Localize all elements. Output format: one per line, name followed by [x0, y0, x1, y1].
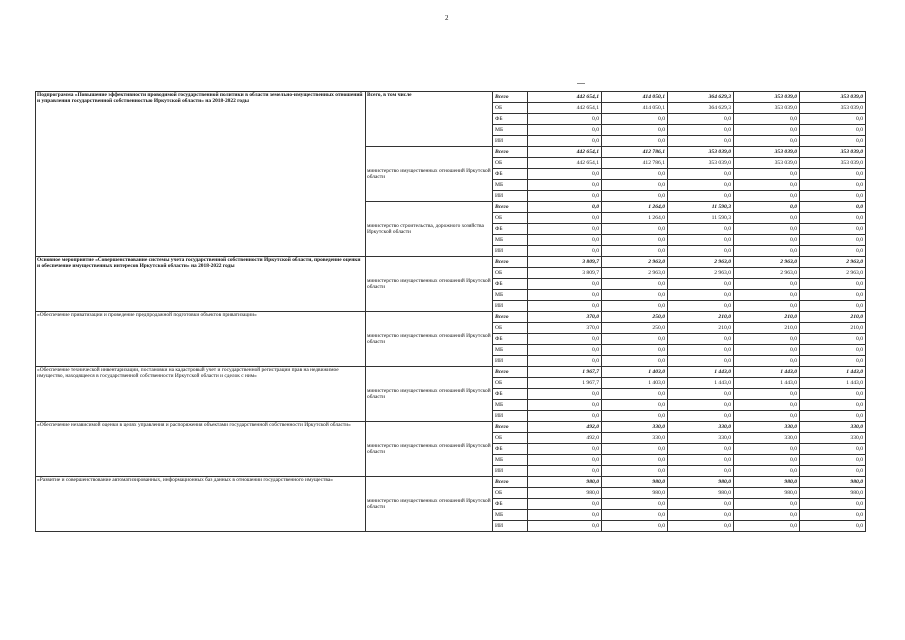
- amount-cell: 0,0: [528, 356, 602, 367]
- funding-source: ФБ: [493, 114, 528, 125]
- amount-cell: 0,0: [602, 235, 668, 246]
- amount-cell: 0,0: [800, 290, 866, 301]
- amount-cell: 0,0: [602, 136, 668, 147]
- table-row: [36, 367, 866, 378]
- amount-cell: 0,0: [734, 202, 800, 213]
- amount-cell: 980,0: [800, 477, 866, 488]
- amount-cell: 11 590,3: [668, 213, 734, 224]
- amount-cell: 0,0: [668, 279, 734, 290]
- amount-cell: 0,0: [602, 301, 668, 312]
- amount-cell: 0,0: [528, 246, 602, 257]
- amount-cell: 0,0: [602, 191, 668, 202]
- amount-cell: 353 039,0: [668, 147, 734, 158]
- amount-cell: 0,0: [602, 356, 668, 367]
- amount-cell: 980,0: [668, 477, 734, 488]
- funding-source: Всего: [493, 312, 528, 323]
- amount-cell: 0,0: [528, 169, 602, 180]
- table-row: [36, 257, 866, 268]
- amount-cell: 0,0: [734, 455, 800, 466]
- amount-cell: 0,0: [734, 411, 800, 422]
- amount-cell: 0,0: [668, 114, 734, 125]
- amount-cell: 0,0: [734, 345, 800, 356]
- funding-source: ИИ: [493, 521, 528, 532]
- amount-cell: 0,0: [668, 301, 734, 312]
- amount-cell: 0,0: [528, 499, 602, 510]
- amount-cell: 442 654,1: [528, 158, 602, 169]
- amount-cell: 0,0: [602, 510, 668, 521]
- amount-cell: 414 050,1: [602, 92, 668, 103]
- amount-cell: 0,0: [734, 213, 800, 224]
- amount-cell: 0,0: [734, 169, 800, 180]
- responsible-executor: Всего, в том числе: [366, 92, 493, 147]
- amount-cell: 0,0: [668, 389, 734, 400]
- amount-cell: 0,0: [602, 499, 668, 510]
- amount-cell: 0,0: [800, 510, 866, 521]
- funding-source: ОБ: [493, 103, 528, 114]
- amount-cell: 1 443,0: [734, 378, 800, 389]
- amount-cell: 2 963,0: [734, 268, 800, 279]
- amount-cell: 0,0: [602, 521, 668, 532]
- amount-cell: 0,0: [734, 466, 800, 477]
- amount-cell: 330,0: [668, 422, 734, 433]
- amount-cell: 0,0: [528, 180, 602, 191]
- amount-cell: 0,0: [602, 224, 668, 235]
- funding-source: МБ: [493, 125, 528, 136]
- amount-cell: 0,0: [734, 246, 800, 257]
- amount-cell: 0,0: [668, 411, 734, 422]
- funding-source: ФБ: [493, 224, 528, 235]
- amount-cell: 0,0: [800, 444, 866, 455]
- amount-cell: 0,0: [668, 246, 734, 257]
- funding-source: ОБ: [493, 488, 528, 499]
- amount-cell: 0,0: [528, 136, 602, 147]
- amount-cell: 0,0: [800, 191, 866, 202]
- amount-cell: 210,0: [734, 312, 800, 323]
- program-name: «Обеспечение технической инвентаризации, постановки на кадастровый учет и государственной регистрации прав на недвижимое имущество, находящееся в государственной собственности Иркутской области и сделок с ним»: [36, 367, 366, 422]
- amount-cell: 330,0: [800, 433, 866, 444]
- amount-cell: 0,0: [668, 510, 734, 521]
- amount-cell: 980,0: [602, 488, 668, 499]
- amount-cell: 353 039,0: [734, 103, 800, 114]
- amount-cell: 11 590,3: [668, 202, 734, 213]
- amount-cell: 0,0: [734, 114, 800, 125]
- amount-cell: 210,0: [668, 312, 734, 323]
- funding-source: Всего: [493, 92, 528, 103]
- responsible-executor: министерство имущественных отношений Иркутской области: [366, 477, 493, 532]
- amount-cell: 1 264,0: [602, 213, 668, 224]
- amount-cell: 0,0: [602, 334, 668, 345]
- amount-cell: 0,0: [734, 510, 800, 521]
- amount-cell: 0,0: [800, 521, 866, 532]
- amount-cell: 0,0: [528, 202, 602, 213]
- amount-cell: 0,0: [734, 499, 800, 510]
- amount-cell: 442 654,1: [528, 147, 602, 158]
- amount-cell: 0,0: [602, 455, 668, 466]
- funding-source: ФБ: [493, 444, 528, 455]
- funding-source: ФБ: [493, 499, 528, 510]
- amount-cell: 353 039,0: [668, 158, 734, 169]
- amount-cell: 210,0: [800, 323, 866, 334]
- table-row: [36, 312, 866, 323]
- responsible-executor: министерство имущественных отношений Иркутской области: [366, 147, 493, 202]
- amount-cell: 0,0: [668, 169, 734, 180]
- amount-cell: 980,0: [528, 477, 602, 488]
- program-name: «Обеспечение независимой оценки в целях управления и распоряжения объектами государственной собственности Иркутской области»: [36, 422, 366, 477]
- amount-cell: 3 809,7: [528, 268, 602, 279]
- program-name: Основное мероприятие «Совершенствование системы учета государственной собственности Иркутской области, проведение оценки и обеспечение имущественных интересов Иркутской области» на 2018-2022 годы: [36, 257, 366, 312]
- amount-cell: 0,0: [668, 235, 734, 246]
- funding-source: ИИ: [493, 356, 528, 367]
- amount-cell: 0,0: [800, 356, 866, 367]
- amount-cell: 364 629,3: [668, 92, 734, 103]
- amount-cell: 0,0: [800, 411, 866, 422]
- funding-source: МБ: [493, 345, 528, 356]
- program-name: «Развитие и совершенствование автоматизированных, информационных баз данных в отношении государственного имущества»: [36, 477, 366, 532]
- amount-cell: 0,0: [668, 455, 734, 466]
- amount-cell: 0,0: [734, 444, 800, 455]
- amount-cell: 330,0: [800, 422, 866, 433]
- funding-source: МБ: [493, 290, 528, 301]
- amount-cell: 353 039,0: [734, 147, 800, 158]
- amount-cell: 0,0: [800, 213, 866, 224]
- funding-source: МБ: [493, 455, 528, 466]
- amount-cell: 0,0: [602, 279, 668, 290]
- amount-cell: 0,0: [800, 400, 866, 411]
- amount-cell: 0,0: [602, 444, 668, 455]
- amount-cell: 0,0: [800, 389, 866, 400]
- program-name: «Обеспечение приватизации и проведение предпродажной подготовки объектов приватизации»: [36, 312, 366, 367]
- funding-source: ОБ: [493, 433, 528, 444]
- amount-cell: 250,0: [602, 312, 668, 323]
- amount-cell: 0,0: [668, 224, 734, 235]
- amount-cell: 0,0: [734, 521, 800, 532]
- funding-source: ОБ: [493, 378, 528, 389]
- amount-cell: 0,0: [528, 521, 602, 532]
- amount-cell: 1 443,0: [800, 378, 866, 389]
- amount-cell: 353 039,0: [734, 158, 800, 169]
- amount-cell: 0,0: [800, 224, 866, 235]
- amount-cell: 980,0: [668, 488, 734, 499]
- funding-source: ФБ: [493, 169, 528, 180]
- amount-cell: 0,0: [800, 180, 866, 191]
- amount-cell: 0,0: [800, 246, 866, 257]
- amount-cell: 0,0: [668, 444, 734, 455]
- amount-cell: 210,0: [800, 312, 866, 323]
- amount-cell: 210,0: [734, 323, 800, 334]
- responsible-executor: министерство имущественных отношений Иркутской области: [366, 367, 493, 422]
- amount-cell: 353 039,0: [800, 147, 866, 158]
- amount-cell: 0,0: [734, 301, 800, 312]
- table-row: [36, 92, 866, 103]
- amount-cell: 0,0: [734, 224, 800, 235]
- amount-cell: 0,0: [528, 455, 602, 466]
- amount-cell: 0,0: [800, 334, 866, 345]
- amount-cell: 0,0: [528, 411, 602, 422]
- amount-cell: 980,0: [602, 477, 668, 488]
- amount-cell: 0,0: [528, 334, 602, 345]
- funding-source: ИИ: [493, 466, 528, 477]
- funding-source: Всего: [493, 147, 528, 158]
- amount-cell: 0,0: [734, 356, 800, 367]
- amount-cell: 353 039,0: [800, 158, 866, 169]
- amount-cell: 0,0: [800, 345, 866, 356]
- funding-source: ФБ: [493, 279, 528, 290]
- amount-cell: 0,0: [734, 290, 800, 301]
- funding-source: ИИ: [493, 411, 528, 422]
- amount-cell: 0,0: [800, 301, 866, 312]
- amount-cell: 210,0: [668, 323, 734, 334]
- amount-cell: 0,0: [668, 125, 734, 136]
- amount-cell: 330,0: [734, 433, 800, 444]
- funding-source: ИИ: [493, 246, 528, 257]
- amount-cell: 0,0: [668, 499, 734, 510]
- amount-cell: 364 629,3: [668, 103, 734, 114]
- amount-cell: 353 039,0: [800, 92, 866, 103]
- amount-cell: 0,0: [528, 224, 602, 235]
- amount-cell: 0,0: [602, 169, 668, 180]
- funding-table: [35, 91, 866, 532]
- amount-cell: 0,0: [734, 279, 800, 290]
- responsible-executor: министерство имущественных отношений Иркутской области: [366, 257, 493, 312]
- amount-cell: 0,0: [734, 125, 800, 136]
- amount-cell: 980,0: [734, 477, 800, 488]
- amount-cell: 1 443,0: [668, 367, 734, 378]
- amount-cell: 2 963,0: [734, 257, 800, 268]
- funding-source: Всего: [493, 202, 528, 213]
- amount-cell: 492,0: [528, 422, 602, 433]
- amount-cell: 0,0: [602, 180, 668, 191]
- amount-cell: 442 654,1: [528, 103, 602, 114]
- amount-cell: 0,0: [528, 125, 602, 136]
- funding-source: МБ: [493, 400, 528, 411]
- amount-cell: 0,0: [602, 125, 668, 136]
- amount-cell: 0,0: [528, 466, 602, 477]
- amount-cell: 0,0: [668, 356, 734, 367]
- funding-source: Всего: [493, 422, 528, 433]
- amount-cell: 0,0: [668, 521, 734, 532]
- amount-cell: 980,0: [734, 488, 800, 499]
- amount-cell: 0,0: [668, 345, 734, 356]
- amount-cell: 1 443,0: [668, 378, 734, 389]
- funding-source: Всего: [493, 257, 528, 268]
- amount-cell: 980,0: [528, 488, 602, 499]
- amount-cell: 3 809,7: [528, 257, 602, 268]
- amount-cell: 0,0: [528, 213, 602, 224]
- amount-cell: 1 403,0: [602, 367, 668, 378]
- amount-cell: 1 967,7: [528, 378, 602, 389]
- amount-cell: 0,0: [800, 169, 866, 180]
- funding-source: ФБ: [493, 334, 528, 345]
- amount-cell: 0,0: [528, 290, 602, 301]
- amount-cell: 0,0: [668, 136, 734, 147]
- amount-cell: 1 443,0: [734, 367, 800, 378]
- amount-cell: 0,0: [734, 136, 800, 147]
- amount-cell: 353 039,0: [734, 92, 800, 103]
- responsible-executor: министерство имущественных отношений Иркутской области: [366, 312, 493, 367]
- amount-cell: 0,0: [602, 290, 668, 301]
- amount-cell: 0,0: [602, 114, 668, 125]
- amount-cell: 2 963,0: [602, 257, 668, 268]
- amount-cell: 0,0: [528, 400, 602, 411]
- funding-source: ИИ: [493, 191, 528, 202]
- amount-cell: 492,0: [528, 433, 602, 444]
- amount-cell: 0,0: [668, 191, 734, 202]
- amount-cell: 0,0: [800, 455, 866, 466]
- amount-cell: 1 967,7: [528, 367, 602, 378]
- amount-cell: 0,0: [734, 400, 800, 411]
- amount-cell: 0,0: [602, 246, 668, 257]
- funding-source: ОБ: [493, 158, 528, 169]
- amount-cell: 442 654,1: [528, 92, 602, 103]
- amount-cell: 0,0: [734, 235, 800, 246]
- amount-cell: 0,0: [800, 125, 866, 136]
- amount-cell: 0,0: [602, 345, 668, 356]
- amount-cell: 250,0: [602, 323, 668, 334]
- amount-cell: 0,0: [734, 191, 800, 202]
- funding-source: Всего: [493, 367, 528, 378]
- amount-cell: 412 786,1: [602, 147, 668, 158]
- funding-source: ИИ: [493, 301, 528, 312]
- amount-cell: 0,0: [528, 279, 602, 290]
- amount-cell: 330,0: [602, 422, 668, 433]
- amount-cell: 0,0: [800, 136, 866, 147]
- funding-source: ОБ: [493, 213, 528, 224]
- amount-cell: 2 963,0: [668, 268, 734, 279]
- amount-cell: 0,0: [668, 180, 734, 191]
- funding-source: Всего: [493, 477, 528, 488]
- amount-cell: 370,0: [528, 323, 602, 334]
- amount-cell: 0,0: [800, 279, 866, 290]
- amount-cell: 414 050,1: [602, 103, 668, 114]
- amount-cell: 2 963,0: [602, 268, 668, 279]
- amount-cell: 0,0: [800, 466, 866, 477]
- amount-cell: 0,0: [528, 345, 602, 356]
- amount-cell: 0,0: [668, 466, 734, 477]
- amount-cell: 370,0: [528, 312, 602, 323]
- funding-source: ОБ: [493, 323, 528, 334]
- amount-cell: 0,0: [800, 499, 866, 510]
- amount-cell: 0,0: [668, 290, 734, 301]
- funding-source: МБ: [493, 235, 528, 246]
- table-row: [36, 477, 866, 488]
- amount-cell: 980,0: [800, 488, 866, 499]
- responsible-executor: министерство имущественных отношений Иркутской области: [366, 422, 493, 477]
- funding-source: ИИ: [493, 136, 528, 147]
- amount-cell: 0,0: [528, 235, 602, 246]
- amount-cell: 330,0: [734, 422, 800, 433]
- amount-cell: 0,0: [668, 400, 734, 411]
- amount-cell: 1 403,0: [602, 378, 668, 389]
- funding-source: МБ: [493, 510, 528, 521]
- amount-cell: 0,0: [602, 389, 668, 400]
- amount-cell: 0,0: [528, 301, 602, 312]
- program-name: Подпрограмма «Повышение эффективности проводимой государственной политики в области земельно-имущественных отношений и управления государственной собственностью Иркутской области» на 2018-2022 годы: [36, 92, 366, 257]
- amount-cell: 0,0: [800, 114, 866, 125]
- amount-cell: 0,0: [528, 114, 602, 125]
- amount-cell: 330,0: [602, 433, 668, 444]
- funding-source: ФБ: [493, 389, 528, 400]
- amount-cell: 0,0: [734, 334, 800, 345]
- amount-cell: 0,0: [734, 389, 800, 400]
- table-row: [36, 422, 866, 433]
- amount-cell: 2 963,0: [800, 268, 866, 279]
- amount-cell: 1 443,0: [800, 367, 866, 378]
- amount-cell: 0,0: [800, 235, 866, 246]
- amount-cell: 0,0: [528, 510, 602, 521]
- amount-cell: 0,0: [528, 389, 602, 400]
- amount-cell: 0,0: [602, 411, 668, 422]
- responsible-executor: министерство строительства, дорожного хозяйства Иркутской области: [366, 202, 493, 257]
- amount-cell: 0,0: [668, 334, 734, 345]
- header-rule: [577, 83, 585, 84]
- amount-cell: 2 963,0: [668, 257, 734, 268]
- page-number: 2: [445, 14, 449, 22]
- amount-cell: 0,0: [528, 444, 602, 455]
- amount-cell: 0,0: [602, 400, 668, 411]
- amount-cell: 0,0: [734, 180, 800, 191]
- amount-cell: 1 264,0: [602, 202, 668, 213]
- amount-cell: 353 039,0: [800, 103, 866, 114]
- funding-source: МБ: [493, 180, 528, 191]
- amount-cell: 412 786,1: [602, 158, 668, 169]
- funding-source: ОБ: [493, 268, 528, 279]
- amount-cell: 0,0: [602, 466, 668, 477]
- amount-cell: 0,0: [800, 202, 866, 213]
- amount-cell: 330,0: [668, 433, 734, 444]
- amount-cell: 0,0: [528, 191, 602, 202]
- amount-cell: 2 963,0: [800, 257, 866, 268]
